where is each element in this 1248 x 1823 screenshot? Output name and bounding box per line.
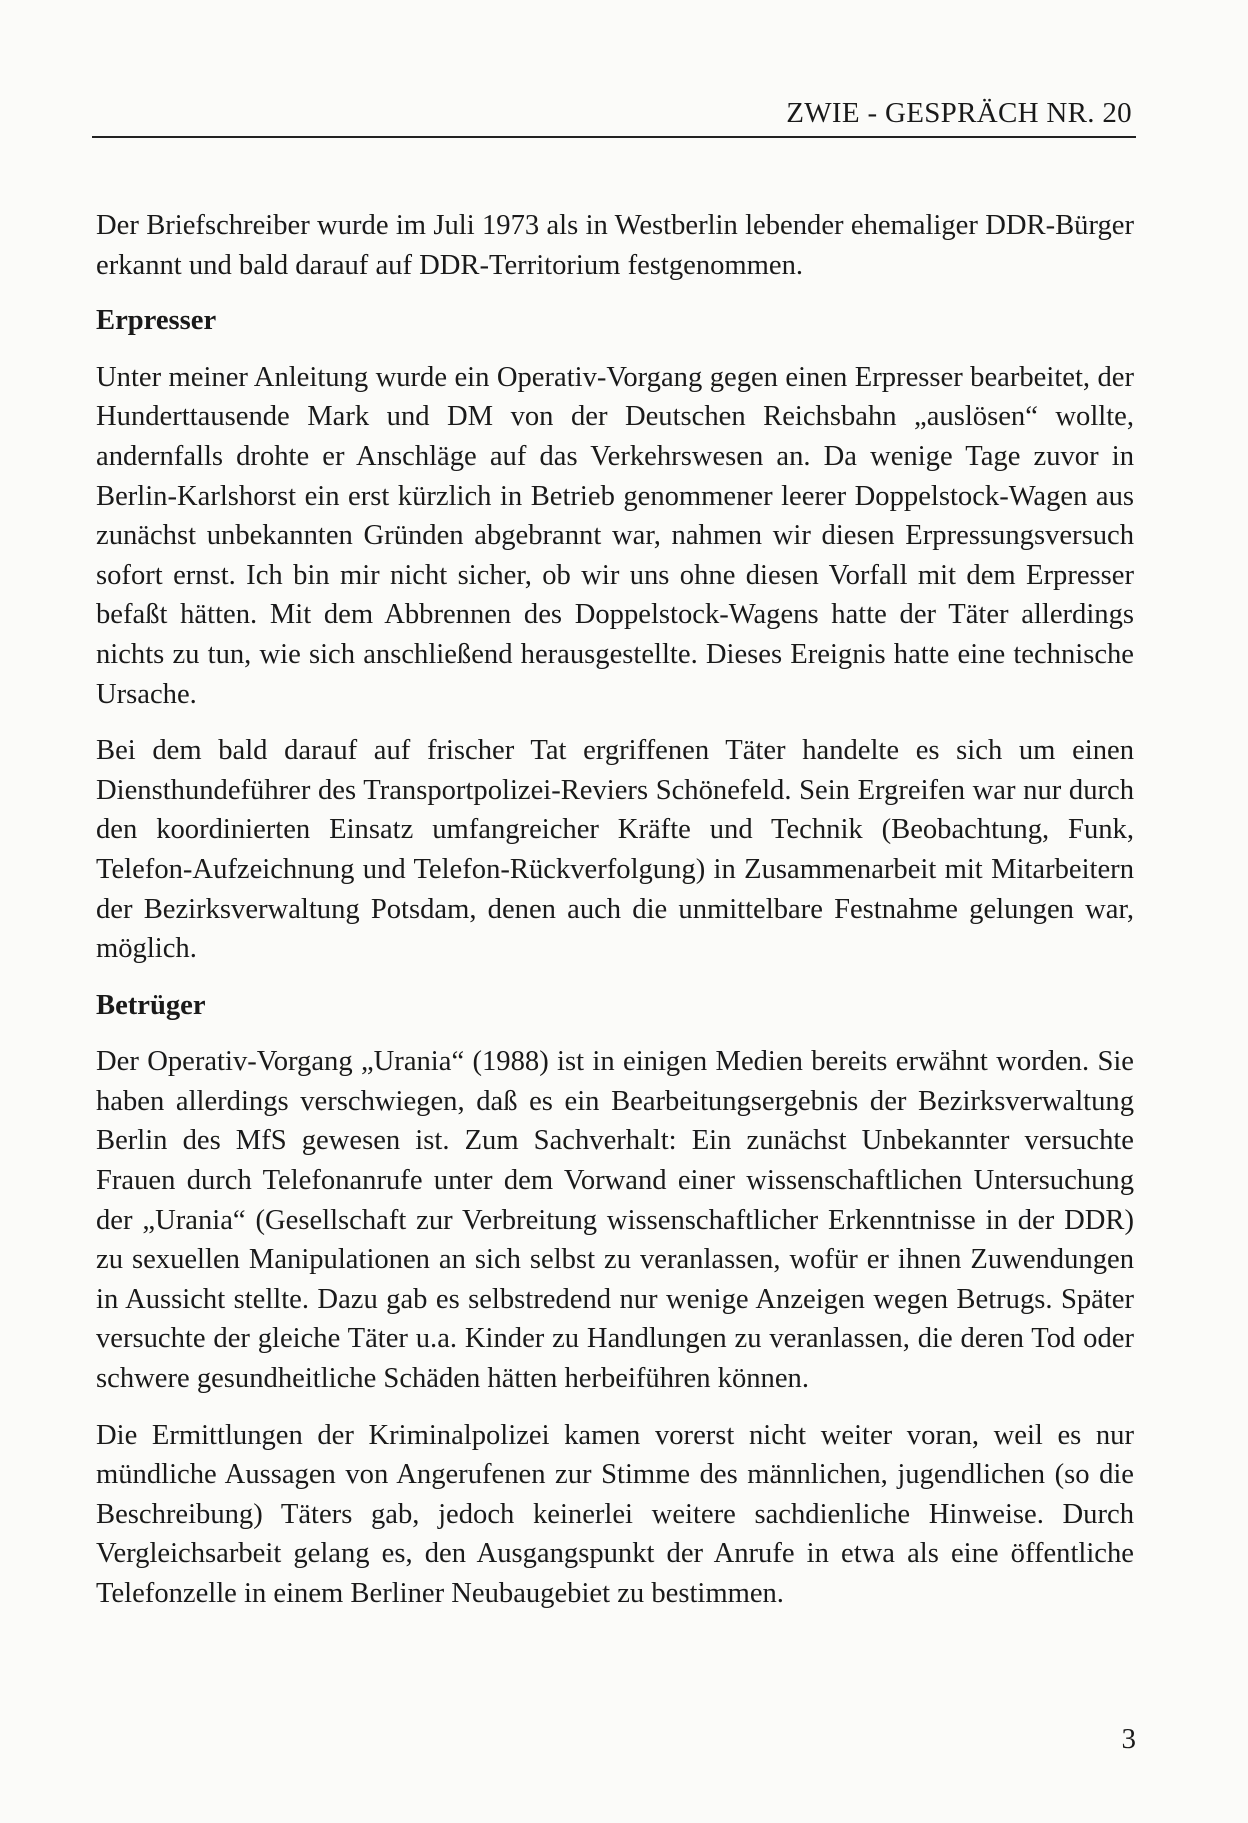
page-body — [96, 206, 1134, 1614]
erpresser-paragraph-2: Bei dem bald darauf auf frischer Tat ergriffenen Täter handelte es sich um einen Diensthundeführer des Transportpolizei-Reviers Schönefeld. Sein Ergreifen war nur durch den koordinierten Einsatz umfangreicher Kräfte und Technik (Beobachtung, Funk, Telefon-Aufzeichnung und Telefon-Rückverfolgung) in Zusammenarbeit mit Mitarbeitern der Bezirksverwaltung Potsdam, denen auch die unmittelbare Festnahme gelungen war, möglich. — [96, 735, 1134, 965]
betrueger-paragraph-1: Der Operativ-Vorgang „Urania“ (1988) ist in einigen Medien bereits erwähnt worden. Sie haben allerdings verschwiegen, daß es ein Bearbeitungsergebnis der Bezirksverwaltung Berlin des MfS gewesen ist. Zum Sachverhalt: Ein zunächst Unbekannter versuchte Frauen durch Telefonanrufe unter dem Vorwand einer wissenschaftlichen Untersuchung der „Urania“ (Gesellschaft zur Verbreitung wissenschaftlicher Erkenntnisse in der DDR) zu sexuellen Manipulationen an sich selbst zu veranlassen, wofür er ihnen Zuwendungen in Aussicht stellte. Dazu gab es selbstredend nur wenige Anzeigen wegen Betrugs. Später versuchte der gleiche Täter u.a. Kinder zu Handlungen zu veranlassen, die deren Tod oder schwere gesundheitliche Schäden hätten herbeiführen können. — [96, 1046, 1134, 1395]
betrueger-paragraph-2: Die Ermittlungen der Kriminalpolizei kamen vorerst nicht weiter voran, weil es nur mündliche Aussagen von Angerufenen zur Stimme des männlichen, jugendlichen (so die Beschreibung) Täters gab, jedoch keinerlei weitere sachdienliche Hinweise. Durch Vergleichsarbeit gelang es, den Ausgangspunkt der Anrufe in etwa als eine öffentliche Telefonzelle in einem Berliner Neubaugebiet zu bestimmen. — [96, 1419, 1134, 1609]
intro-paragraph: Der Briefschreiber wurde im Juli 1973 als in Westberlin lebender ehemaliger DDR-Bürger erkannt und bald darauf auf DDR-Territorium festgenommen. — [96, 210, 1134, 281]
erpresser-paragraph-1: Unter meiner Anleitung wurde ein Operativ-Vorgang gegen einen Erpresser bearbeitet, der Hunderttausende Mark und DM von der Deutschen Reichsbahn „auslösen“ wollte, andernfalls drohte er Anschläge auf das Verkehrswesen an. Da wenige Tage zuvor in Berlin-Karlshorst ein erst kürzlich in Betrieb genommener leerer Doppelstock-Wagen aus zunächst unbekannten Gründen abgebrannt war, nahmen wir diesen Erpressungsversuch sofort ernst. Ich bin mir nicht sicher, ob wir uns ohne diesen Vorfall mit dem Erpresser befaßt hätten. Mit dem Abbrennen des Doppelstock-Wagens hatte der Täter allerdings nichts zu tun, wie sich anschließend herausgestellte. Dieses Ereignis hatte eine technische Ursache. — [96, 361, 1134, 710]
section-heading-erpresser: Erpresser — [96, 305, 217, 337]
section-heading-betrueger: Betrüger — [96, 989, 206, 1021]
header-title: ZWIE - GESPRÄCH NR. 20 — [786, 97, 1132, 129]
page-number: 3 — [1121, 1723, 1136, 1755]
running-header — [92, 96, 1136, 138]
